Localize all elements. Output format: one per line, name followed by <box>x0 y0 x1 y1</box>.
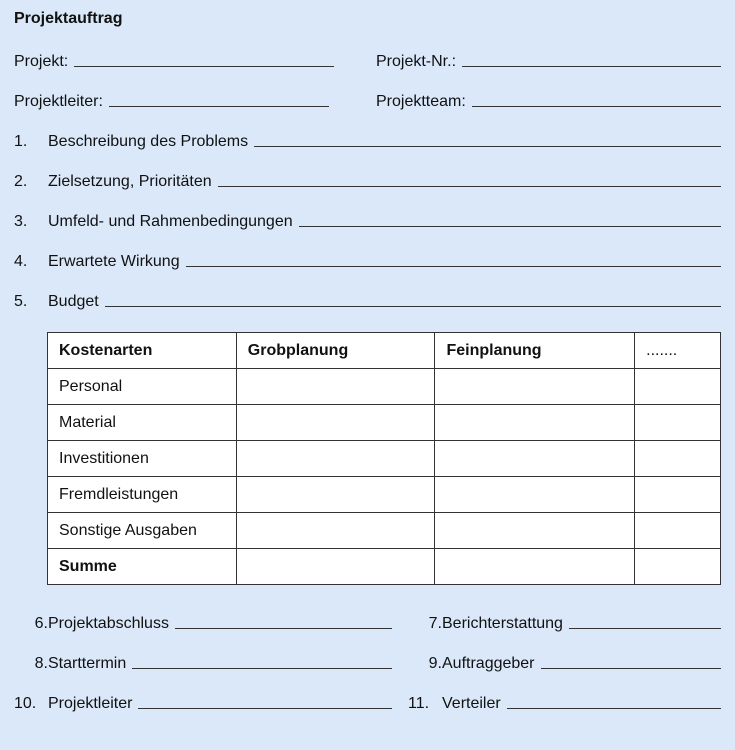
table-total-row <box>48 549 721 585</box>
footer-number: 11. <box>408 695 430 712</box>
section-number: 2. <box>14 173 28 190</box>
section-number: 1. <box>14 133 28 150</box>
footer-item <box>408 652 721 674</box>
section-label: Beschreibung des Problems <box>48 133 249 150</box>
section-item <box>14 250 721 272</box>
table-cell[interactable] <box>435 405 635 441</box>
table-cell[interactable] <box>635 513 721 549</box>
footer-item <box>14 692 392 714</box>
table-row <box>48 477 721 513</box>
footer-number: 9. <box>428 655 442 672</box>
field-projektteam-label: Projektteam: <box>376 93 466 110</box>
table-cell[interactable] <box>635 477 721 513</box>
footer-item <box>14 612 392 634</box>
table-header-cell: Kostenarten <box>48 333 237 369</box>
table-row <box>48 441 721 477</box>
table-cell[interactable] <box>435 369 635 405</box>
section-item <box>14 170 721 192</box>
footer-label: Projektleiter <box>48 695 133 712</box>
section-label: Erwartete Wirkung <box>48 253 180 270</box>
field-projekt-nr-input-line[interactable] <box>462 66 721 67</box>
footer-number: 8. <box>34 655 48 672</box>
footer-label: Starttermin <box>48 655 127 672</box>
table-header-cell: Feinplanung <box>435 333 635 369</box>
footer-item <box>408 692 721 714</box>
footer-number: 6. <box>34 615 48 632</box>
section-input-line[interactable] <box>299 226 721 227</box>
table-cell[interactable] <box>236 369 435 405</box>
section-label: Umfeld- und Rahmenbedingungen <box>48 213 293 230</box>
table-cell[interactable] <box>236 477 435 513</box>
table-cell[interactable] <box>435 549 635 585</box>
footer-number: 7. <box>428 615 442 632</box>
field-projekt-input-line[interactable] <box>74 66 334 67</box>
field-projekt-label: Projekt: <box>14 53 69 70</box>
table-row-label: Summe <box>48 549 237 585</box>
table-row <box>48 369 721 405</box>
footer-label: Verteiler <box>442 695 501 712</box>
field-projektleiter <box>14 90 329 112</box>
footer-input-line[interactable] <box>175 628 392 629</box>
footer-label: Auftraggeber <box>442 655 535 672</box>
table-header-cell: Grobplanung <box>236 333 435 369</box>
field-projektleiter-input-line[interactable] <box>109 106 329 107</box>
table-row-label: Personal <box>48 369 237 405</box>
field-projekt-nr-label: Projekt-Nr.: <box>376 53 457 70</box>
form-title: Projektauftrag <box>14 10 123 27</box>
footer-input-line[interactable] <box>507 708 721 709</box>
section-number: 4. <box>14 253 28 270</box>
table-row-label: Fremdleistungen <box>48 477 237 513</box>
field-projekt-nr <box>376 50 721 72</box>
table-row <box>48 405 721 441</box>
table-header-row <box>48 333 721 369</box>
table-cell[interactable] <box>635 549 721 585</box>
section-number: 3. <box>14 213 28 230</box>
table-header-cell: ....... <box>635 333 721 369</box>
table-row <box>48 513 721 549</box>
section-label: Zielsetzung, Prioritäten <box>48 173 212 190</box>
table-cell[interactable] <box>635 369 721 405</box>
footer-input-line[interactable] <box>569 628 721 629</box>
footer-item <box>14 652 392 674</box>
section-item <box>14 130 721 152</box>
budget-table <box>47 332 721 585</box>
table-cell[interactable] <box>236 549 435 585</box>
field-projektteam <box>376 90 721 112</box>
table-cell[interactable] <box>635 405 721 441</box>
footer-input-line[interactable] <box>132 668 392 669</box>
field-projekt <box>14 50 334 72</box>
footer-input-line[interactable] <box>541 668 721 669</box>
table-cell[interactable] <box>236 513 435 549</box>
table-row-label: Material <box>48 405 237 441</box>
section-item <box>14 210 721 232</box>
table-cell[interactable] <box>435 513 635 549</box>
section-number: 5. <box>14 293 28 310</box>
table-cell[interactable] <box>435 477 635 513</box>
section-item <box>14 290 721 312</box>
section-input-line[interactable] <box>254 146 721 147</box>
table-cell[interactable] <box>635 441 721 477</box>
section-input-line[interactable] <box>105 306 721 307</box>
footer-number: 10. <box>14 695 37 712</box>
footer-label: Projektabschluss <box>48 615 169 632</box>
footer-item <box>408 612 721 634</box>
section-label: Budget <box>48 293 99 310</box>
field-projektleiter-label: Projektleiter: <box>14 93 103 110</box>
footer-label: Berichterstattung <box>442 615 563 632</box>
field-projektteam-input-line[interactable] <box>472 106 721 107</box>
table-cell[interactable] <box>435 441 635 477</box>
table-row-label: Investitionen <box>48 441 237 477</box>
table-cell[interactable] <box>236 441 435 477</box>
section-input-line[interactable] <box>218 186 721 187</box>
table-cell[interactable] <box>236 405 435 441</box>
section-input-line[interactable] <box>186 266 721 267</box>
table-row-label: Sonstige Ausgaben <box>48 513 237 549</box>
footer-input-line[interactable] <box>138 708 392 709</box>
